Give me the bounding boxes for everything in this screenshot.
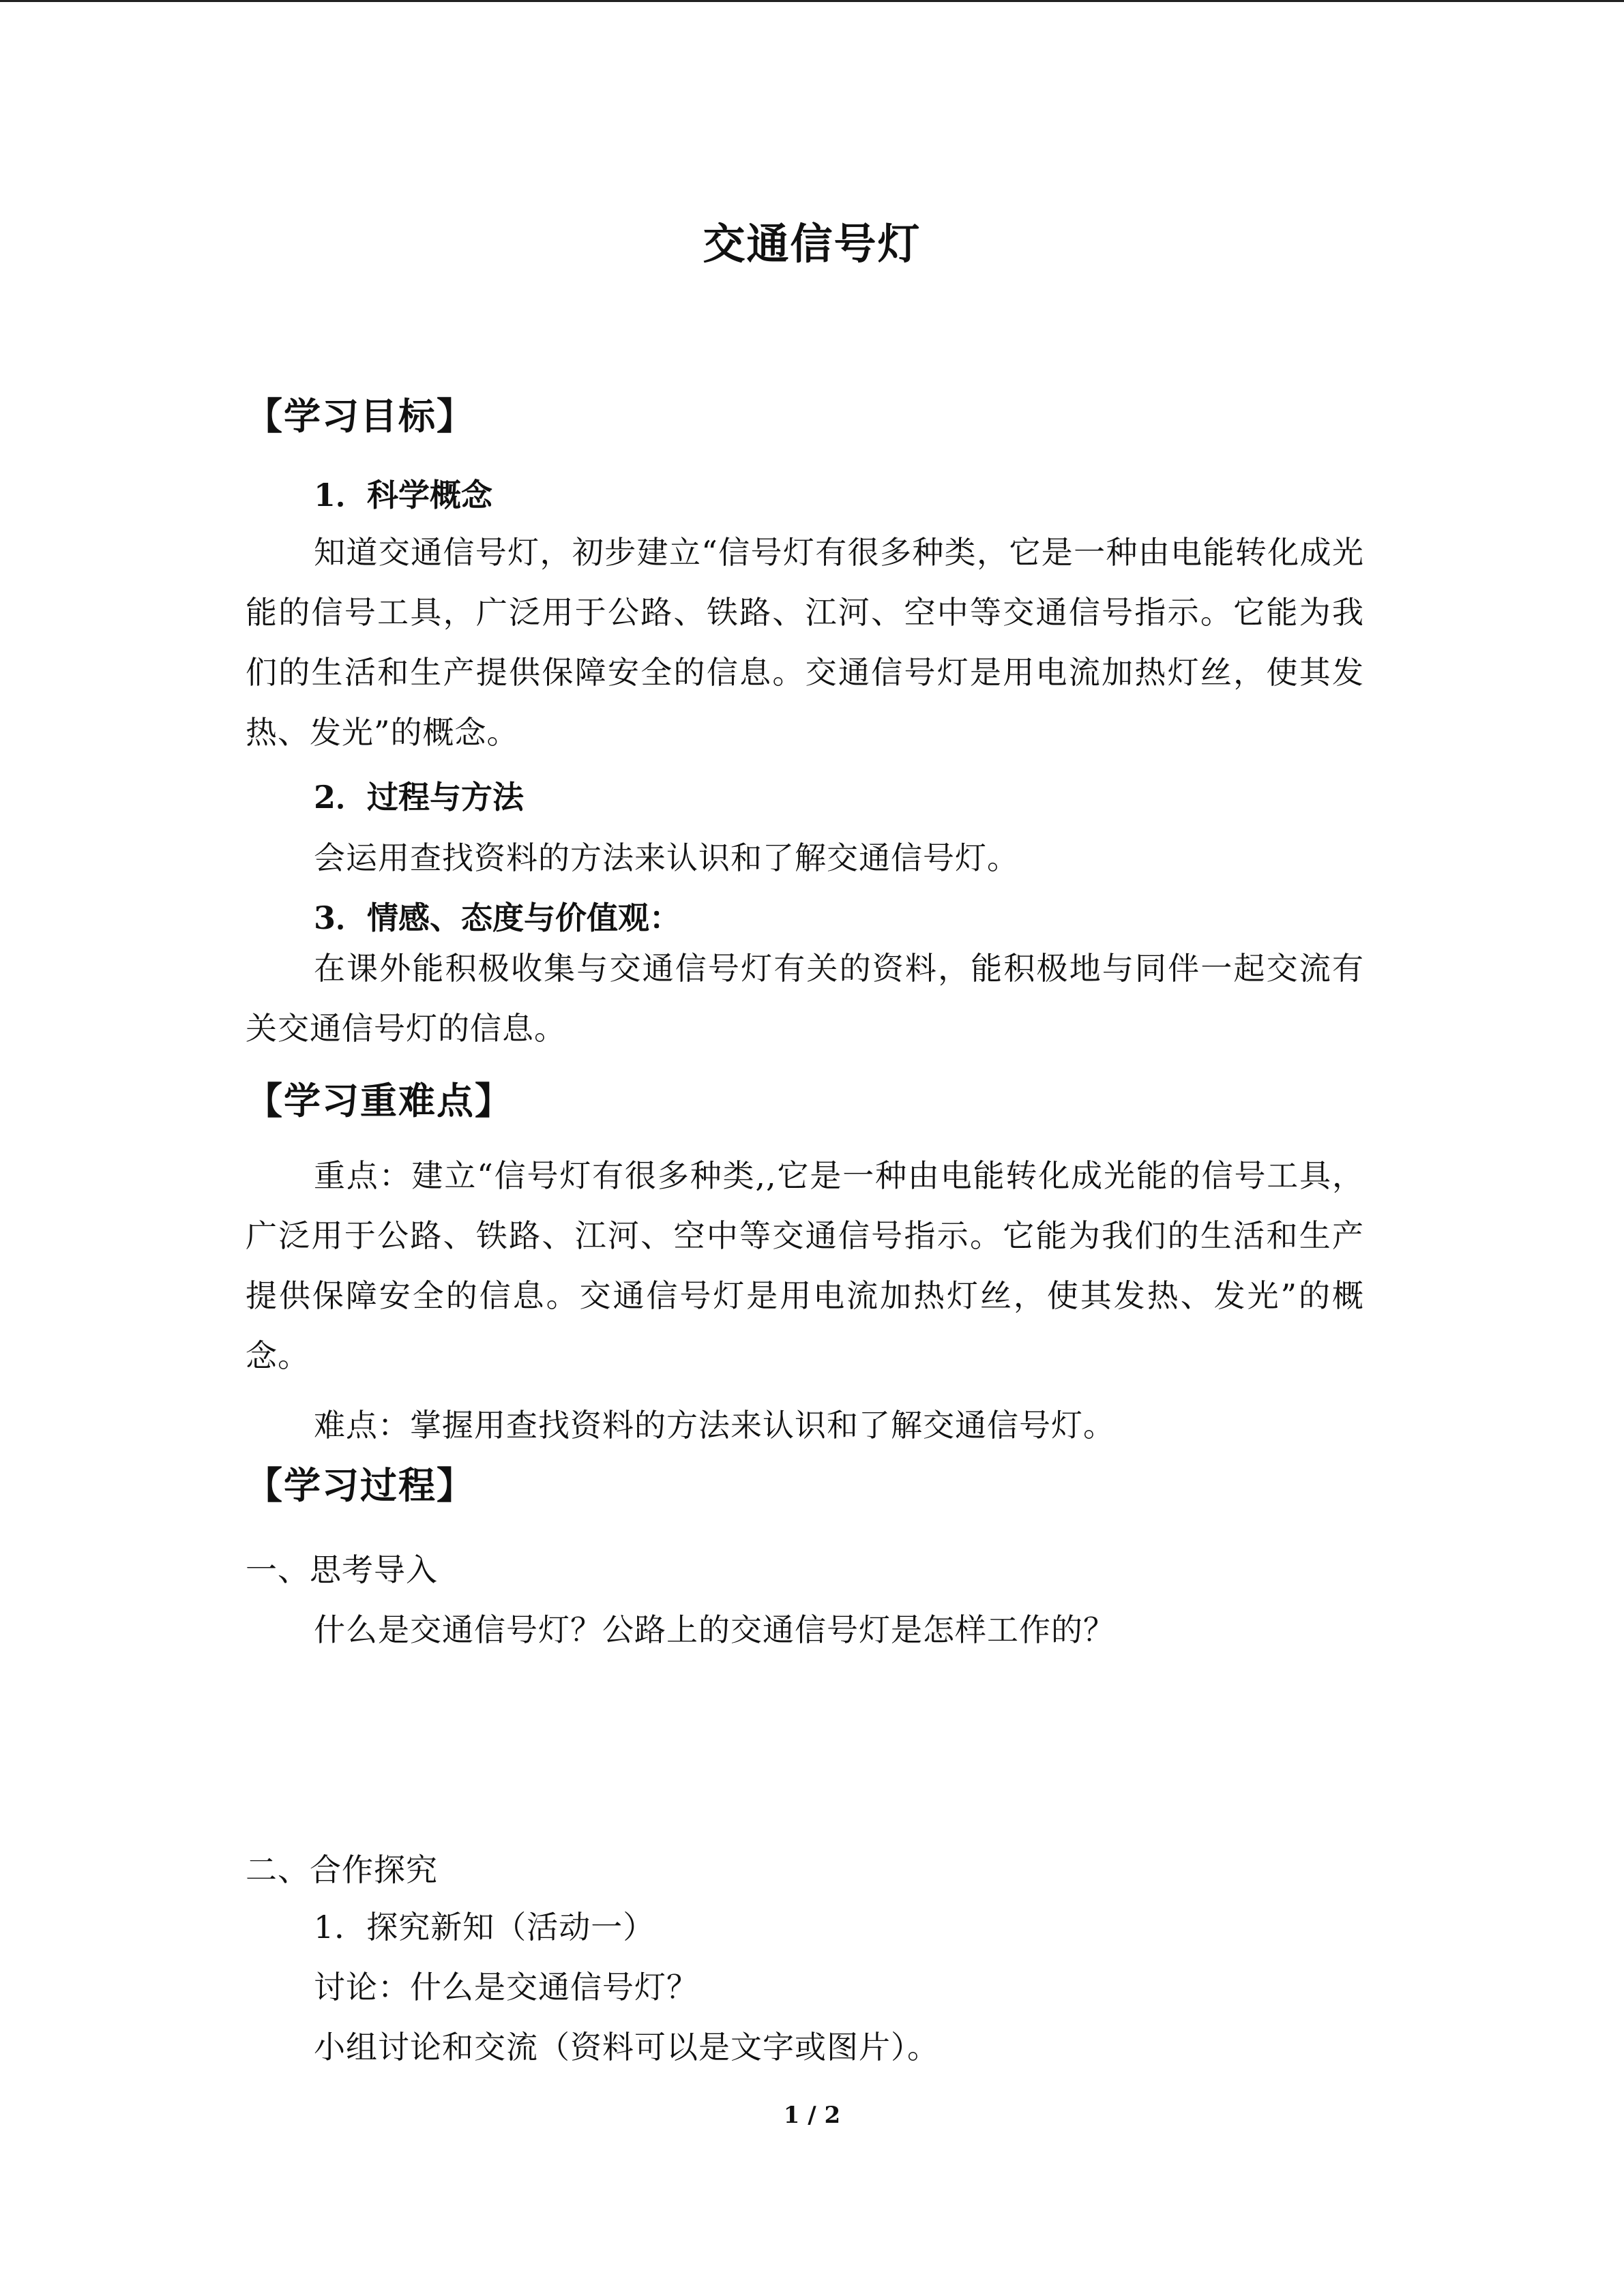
section-heading-objectives: 【学习目标】	[246, 394, 475, 438]
objective-item-1-title: 1．科学概念	[314, 477, 493, 513]
objective-item-1-text: 知道交通信号灯，初步建立“信号灯有很多种类，它是一种由电能转化成光能的信号工具，广泛用于公路、铁路、江河、空中等交通信号指示。它能为我们的生活和生产提供保障安全的信息。交通信号灯是用电流加热灯丝，使其发热、发光”的概念。	[246, 534, 1364, 751]
keypoint-difficulty-text: 难点：掌握用查找资料的方法来认识和了解交通信号灯。	[314, 1407, 1115, 1444]
process-part-2-item-1: 1．探究新知（活动一）	[314, 1909, 655, 1945]
page-title: 交通信号灯	[703, 219, 921, 269]
objective-item-2-title: 2．过程与方法	[314, 779, 525, 816]
process-part-2-discuss: 讨论：什么是交通信号灯？	[314, 1969, 698, 2006]
process-part-1-title: 一、思考导入	[246, 1551, 438, 1588]
objective-item-3-text: 在课外能积极收集与交通信号灯有关的资料，能积极地与同伴一起交流有关交通信号灯的信息。	[246, 950, 1364, 1047]
process-part-2-title: 二、合作探究	[246, 1851, 438, 1888]
objective-item-2-text: 会运用查找资料的方法来认识和了解交通信号灯。	[314, 839, 1019, 876]
process-part-1-text: 什么是交通信号灯？公路上的交通信号灯是怎样工作的？	[314, 1611, 1115, 1648]
process-part-2-group: 小组讨论和交流（资料可以是文字或图片）。	[314, 2029, 939, 2066]
section-heading-process: 【学习过程】	[246, 1463, 475, 1507]
section-heading-keypoints: 【学习重难点】	[246, 1079, 513, 1122]
page-number: 1 / 2	[783, 2102, 841, 2129]
objective-item-3-title: 3．情感、态度与价值观：	[314, 899, 681, 936]
keypoint-focus-text: 重点：建立“信号灯有很多种类,,它是一种由电能转化成光能的信号工具，广泛用于公路、铁路、江河、空中等交通信号指示。它能为我们的生活和生产提供保障安全的信息。交通信号灯是用电流加热灯丝，使其发热、发光”的概念。	[246, 1157, 1364, 1374]
